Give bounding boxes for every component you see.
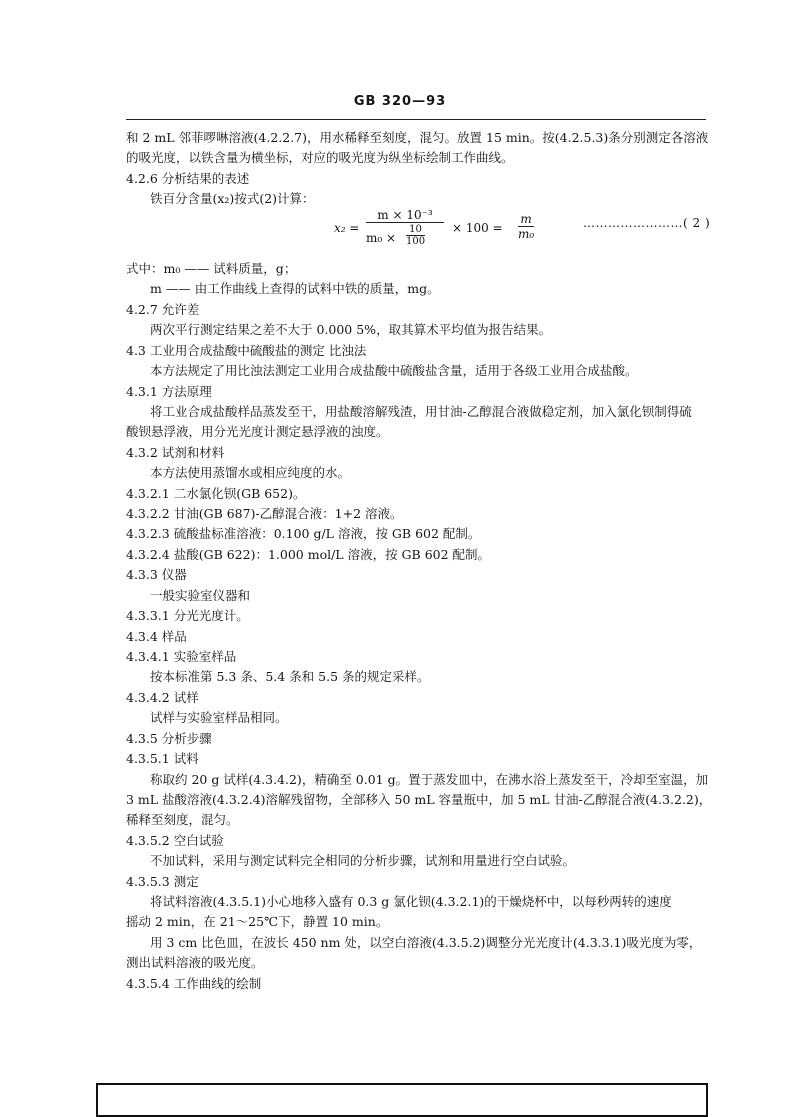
- section-heading: 4.3.5.4 工作曲线的绘制: [126, 976, 262, 991]
- formula-denominator-1: [366, 223, 444, 253]
- text-line: m —— 由工作曲线上查得的试料中铁的质量，mg。: [150, 281, 440, 296]
- text-line: 一般实验室仪器和: [150, 588, 251, 603]
- page-header: GB 320—93: [353, 94, 447, 109]
- text-line: 测出试料溶液的吸光度。: [126, 955, 264, 970]
- section-heading: 4.3.5.1 试料: [126, 751, 199, 766]
- section-heading: 4.3.5.2 空白试验: [126, 833, 224, 848]
- text-line: 4.3.2.2 甘油(GB 687)-乙醇混合液：1+2 溶液。: [126, 506, 403, 521]
- formula-den-text: m₀ ×: [366, 231, 397, 245]
- section-heading: 4.3.4.2 试样: [126, 690, 199, 705]
- header-rule: [126, 119, 706, 120]
- text-line: 4.3.2.3 硫酸盐标准溶液：0.100 g/L 溶液，按 GB 602 配制。: [126, 526, 481, 541]
- section-heading: 4.3.3 仪器: [126, 567, 187, 582]
- text-line: 按本标准第 5.3 条、5.4 条和 5.5 条的规定采样。: [150, 669, 430, 684]
- section-heading: 4.2.6 分析结果的表述: [126, 171, 250, 186]
- text-line: 4.3.2.1 二水氯化钡(GB 652)。: [126, 486, 306, 501]
- text-line: 的吸光度，以铁含量为横坐标，对应的吸光度为纵坐标绘制工作曲线。: [126, 150, 514, 165]
- formula-mid: × 100 =: [452, 221, 503, 235]
- small-frac-num: 10: [406, 224, 425, 236]
- section-heading: 4.3 工业用合成盐酸中硫酸盐的测定 比浊法: [126, 343, 367, 358]
- text-line: 和 2 mL 邻菲啰啉溶液(4.2.2.7)，用水稀释至刻度，混匀。放置 15 min。按(4.2.5.3)条分别测定各溶液: [126, 130, 709, 145]
- formula-denominator-2: m₀: [518, 227, 535, 241]
- section-heading: 4.3.1 方法原理: [126, 384, 212, 399]
- formula-numerator-2: m: [518, 212, 534, 227]
- page-frame-bottom: [96, 1083, 708, 1117]
- equation-number: ……………………( 2 ): [583, 216, 711, 230]
- section-heading: 4.3.4 样品: [126, 629, 187, 644]
- section-heading: 4.3.4.1 实验室样品: [126, 649, 237, 664]
- text-line: 试样与实验室样品相同。: [150, 710, 288, 725]
- text-line: 将工业合成盐酸样品蒸发至干，用盐酸溶解残渣，用甘油-乙醇混合液做稳定剂，加入氯化钡制得硫: [150, 404, 692, 419]
- formula-numerator-1: m × 10⁻³: [366, 208, 444, 223]
- text-line: 酸钡悬浮液，用分光光度计测定悬浮液的浊度。: [126, 424, 389, 439]
- text-line: 不加试料，采用与测定试料完全相同的分析步骤，试剂和用量进行空白试验。: [150, 853, 576, 868]
- text-line: 将试料溶液(4.3.5.1)小心地移入盛有 0.3 g 氯化钡(4.3.2.1)的干燥烧杯中，以每秒两转的速度: [150, 894, 672, 909]
- text-line: 两次平行测定结果之差不大于 0.000 5%，取其算术平均值为报告结果。: [150, 322, 552, 337]
- text-line: 式中：m₀ —— 试料质量，g；: [126, 261, 297, 276]
- text-line: 4.3.2.4 盐酸(GB 622)：1.000 mol/L 溶液，按 GB 602 配制。: [126, 547, 491, 562]
- section-heading: 4.3.5 分析步骤: [126, 731, 212, 746]
- formula-2: [334, 206, 614, 254]
- text-line: 稀释至刻度，混匀。: [126, 812, 239, 827]
- text-line: 3 mL 盐酸溶液(4.3.2.4)溶解残留物，全部移入 50 mL 容量瓶中，加 5 mL 甘油-乙醇混合液(4.3.2.2)，: [126, 792, 712, 807]
- small-frac-den: 100: [406, 236, 426, 247]
- text-line: 本方法规定了用比浊法测定工业用合成盐酸中硫酸盐含量，适用于各级工业用合成盐酸。: [150, 363, 638, 378]
- formula-small-fraction: [406, 224, 425, 247]
- formula-lhs: x₂ =: [334, 221, 360, 235]
- section-heading: 4.3.2 试剂和材料: [126, 445, 225, 460]
- text-line: 铁百分含量(x₂)按式(2)计算：: [150, 191, 315, 206]
- text-line: 本方法使用蒸馏水或相应纯度的水。: [150, 465, 351, 480]
- text-line: 用 3 cm 比色皿，在波长 450 nm 处，以空白溶液(4.3.5.2)调整分光光度计(4.3.3.1)吸光度为零，: [150, 935, 702, 950]
- section-heading: 4.2.7 允许差: [126, 302, 200, 317]
- formula-fraction-2: [518, 212, 534, 241]
- formula-fraction-1: [366, 208, 444, 253]
- text-line: 4.3.3.1 分光光度计。: [126, 608, 249, 623]
- section-heading: 4.3.5.3 测定: [126, 874, 199, 889]
- text-line: 摇动 2 min，在 21～25℃下，静置 10 min。: [126, 914, 389, 929]
- text-line: 称取约 20 g 试样(4.3.4.2)，精确至 0.01 g。置于蒸发皿中，在沸水浴上蒸发至干，冷却至室温，加: [150, 772, 709, 787]
